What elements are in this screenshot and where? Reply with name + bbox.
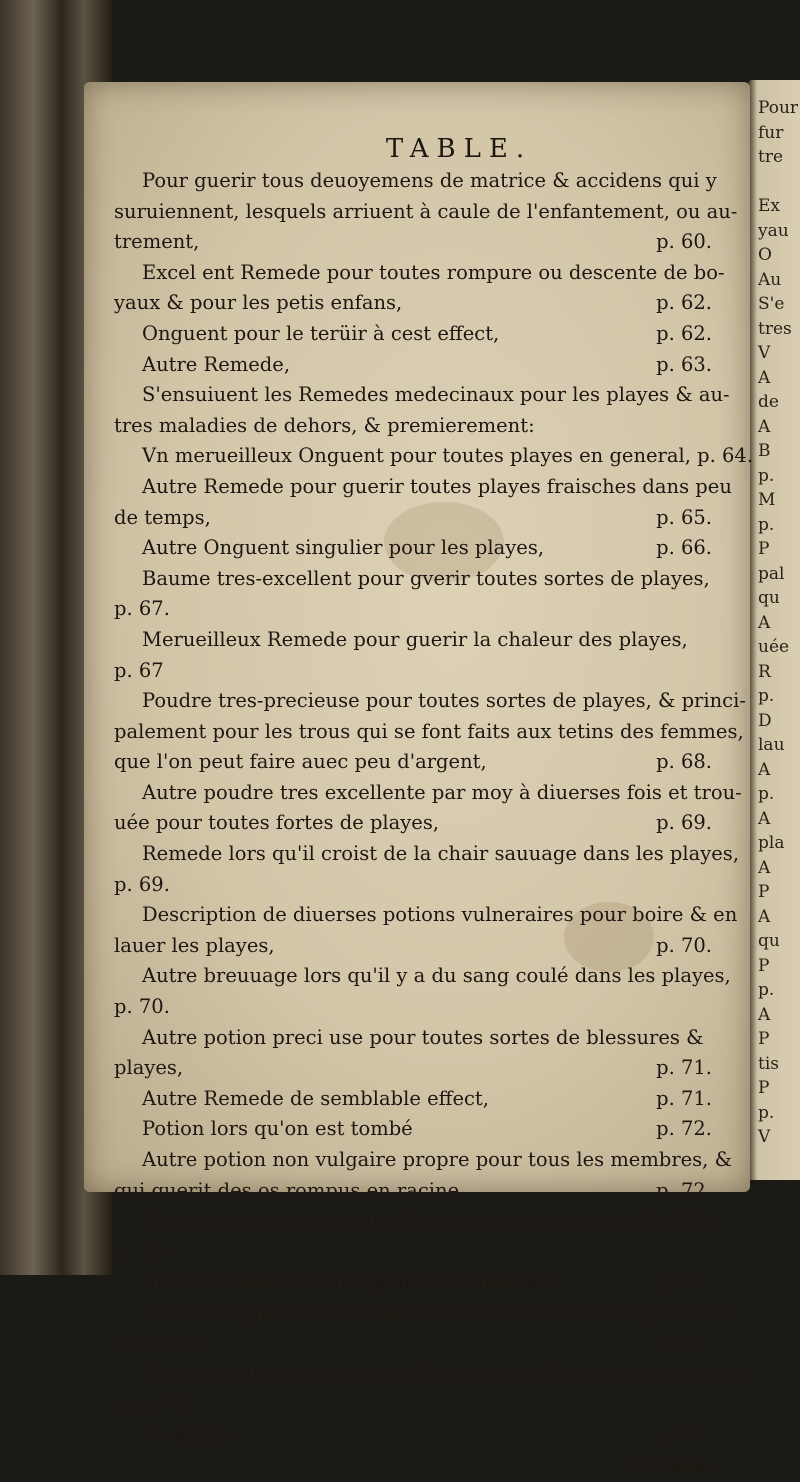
adjacent-page-fragment: pal	[758, 563, 785, 584]
toc-line	[114, 533, 724, 564]
adjacent-page-fragment: A	[758, 759, 771, 780]
page-reference: p. 69.	[656, 811, 712, 835]
adjacent-page-fragment: P	[758, 539, 770, 559]
toc-line	[114, 1176, 724, 1207]
page-reference: p. 71.	[656, 1056, 712, 1080]
toc-entry-text: qui guerit des os rompus en racine,	[114, 1178, 466, 1202]
toc-entry-text: Pour la Teigne ou tache de la teste tant aux vieux qu'aux pe-	[142, 1300, 740, 1324]
toc-entry-text: pag. 75.	[114, 1392, 194, 1416]
adjacent-page-edge	[748, 80, 800, 1180]
adjacent-page-fragment: V	[758, 1127, 771, 1147]
adjacent-page-fragment: fur	[758, 122, 784, 143]
page-reference: p. 65.	[656, 505, 712, 529]
page-reference: p. 74.	[656, 1270, 712, 1294]
adjacent-page-fragment: pla	[758, 833, 785, 853]
adjacent-page-fragment: de	[758, 392, 779, 412]
toc-entry-text: Potion lors qu'on est tombé	[142, 1117, 413, 1141]
toc-line	[114, 472, 732, 503]
adjacent-page-fragment: O	[758, 245, 772, 265]
toc-entry-text: que l'on peut faire auec peu d'argent,	[114, 750, 487, 774]
adjacent-page-fragment: tres	[758, 318, 792, 339]
toc-entry-text: Autre Remede de semblable effect,	[142, 1086, 489, 1110]
toc-entry-text: p. 67	[114, 658, 164, 682]
toc-entry-text: p. 69.	[114, 872, 170, 896]
toc-line	[114, 594, 724, 625]
toc-line	[114, 870, 724, 901]
adjacent-page-fragment: D	[758, 710, 772, 731]
toc-entry-text: p. 73.	[114, 1239, 170, 1263]
toc-entry-text: Autre breuuage lors qu'il y a du sang coulé dans les playes,	[142, 964, 731, 988]
adjacent-page-fragment: A	[758, 416, 771, 437]
adjacent-page-fragment: yau	[758, 220, 789, 241]
page-reference: p. 72.	[656, 1117, 712, 1141]
toc-line	[114, 900, 738, 931]
toc-line	[114, 1237, 724, 1268]
adjacent-page-fragment: S'e	[758, 294, 785, 314]
adjacent-page-fragment: Au	[758, 269, 782, 290]
toc-line	[114, 503, 724, 534]
toc-line	[114, 166, 724, 197]
toc-entry-text: tres maladies de dehors, & premierement:	[114, 413, 535, 437]
adjacent-page-fragment: p.	[758, 465, 775, 486]
toc-entry-text: suruiennent, lesquels arriuent à caule de l'enfantement, ou au-	[114, 199, 738, 223]
toc-line	[114, 288, 724, 319]
toc-line	[114, 1206, 724, 1237]
adjacent-page-fragment: qu	[758, 588, 780, 608]
page-reference: p. 66.	[656, 536, 712, 560]
toc-line	[114, 564, 724, 595]
toc-entry-text: p. 70.	[114, 995, 170, 1019]
page-reference: p. 63.	[656, 352, 712, 376]
toc-line	[114, 1267, 724, 1298]
toc-entry-text: Vn autre	[142, 1423, 228, 1447]
toc-line	[114, 686, 746, 717]
adjacent-page-fragment: lau	[758, 735, 785, 755]
toc-entry-text: Autre Remede pour guerir toutes playes fraisches dans peu	[142, 474, 732, 498]
adjacent-page-fragment: P	[758, 1078, 770, 1098]
toc-entry-text: Pour arrester promptement l'eau qui tombe sur les membres,	[142, 1362, 751, 1386]
toc-line	[114, 227, 724, 258]
page-reference: p. 74.	[656, 1331, 712, 1355]
adjacent-page-fragment: Pour	[758, 98, 799, 118]
page-reference: Remede	[631, 1453, 712, 1477]
adjacent-page-fragment: p.	[758, 514, 775, 535]
toc-line	[114, 258, 724, 289]
toc-entry-text: Pour guerir tous deuoyemens de matrice & accidens qui y	[142, 169, 717, 192]
toc-line	[114, 961, 731, 992]
toc-line	[114, 319, 724, 350]
toc-entry-text: Autre remede asseuré pour le mesme mal,	[142, 1270, 563, 1294]
adjacent-page-fragment: A	[758, 808, 771, 829]
toc-entry-text: Remede lors qu'il croist de la chair sauuage dans les playes,	[142, 842, 740, 866]
toc-line	[114, 197, 738, 228]
adjacent-page-fragment: P	[758, 955, 770, 976]
toc-line	[114, 1023, 724, 1054]
toc-line	[114, 1359, 751, 1390]
adjacent-page-fragment: P	[758, 1029, 770, 1049]
toc-entry-text: p. 67.	[114, 597, 170, 621]
adjacent-page-fragment: A	[758, 906, 771, 927]
toc-lines	[114, 166, 754, 1477]
page-reference: p. 62.	[656, 321, 712, 345]
toc-entry-text: playes,	[114, 1056, 184, 1080]
page-reference: p. 68.	[656, 750, 712, 774]
toc-line	[114, 625, 724, 656]
toc-line	[114, 1145, 732, 1176]
toc-line	[114, 656, 724, 687]
toc-entry-text: Autre Onguent singulier pour les playes,	[142, 536, 545, 560]
toc-entry-text: S'ensuiuent les Remedes medecinaux pour les playes & au-	[142, 383, 730, 407]
toc-line	[114, 1053, 724, 1084]
toc-entry-text: Poudre tres-precieuse pour toutes sortes de playes, & princi-	[142, 689, 746, 713]
toc-line	[114, 1084, 724, 1115]
page-reference: p. 70.	[656, 933, 712, 957]
adjacent-page-fragment: A	[758, 1004, 771, 1025]
page-reference: p. 71.	[656, 1086, 712, 1110]
adjacent-page-fragment: A	[758, 612, 771, 633]
page-header: TABLE.	[385, 134, 533, 164]
toc-line	[114, 747, 724, 778]
toc-line	[114, 931, 724, 962]
toc-line	[114, 350, 724, 381]
page-reference: p. 72.	[656, 1178, 712, 1202]
toc-entry-text: de temps,	[114, 505, 211, 529]
adjacent-page-fragment: p.	[758, 784, 775, 804]
toc-entry-text: Excel ent Remede pour toutes rompure ou descente de bo-	[142, 260, 725, 284]
toc-entry-text: Autre potion preci use pour toutes sortes de blessures &	[142, 1025, 704, 1049]
toc-entry-text: trement,	[114, 230, 200, 254]
toc-entry-text: lauer les playes,	[114, 933, 275, 957]
page-paper	[84, 82, 754, 1477]
toc-entry-text: Vn merueilleux Onguent pour toutes playes en general, p. 64.	[142, 444, 754, 468]
toc-line	[114, 380, 730, 411]
adjacent-page-fragment: V	[758, 343, 771, 363]
toc-line	[114, 1420, 724, 1451]
adjacent-page-fragment: uée	[758, 637, 790, 657]
toc-line	[114, 1329, 724, 1360]
toc-entry-text: tis enfans,	[114, 1331, 216, 1355]
adjacent-page-fragment: tis	[758, 1053, 779, 1074]
toc-entry-text: Autre poudre tres excellente par moy à diuerses fois et trou-	[142, 780, 742, 804]
adjacent-page-fragment: qu	[758, 931, 780, 951]
toc-entry-text: Baume tres-excellent pour gverir toutes sortes de playes,	[142, 566, 710, 590]
adjacent-page-fragment: B	[758, 441, 771, 461]
adjacent-page-fragment: M	[758, 490, 776, 510]
toc-entry-text: Description de diuerses potions vulneraires pour boire & en	[142, 903, 738, 927]
toc-entry-text: Autre Remede,	[142, 352, 291, 376]
toc-line	[114, 778, 742, 809]
toc-entry-text: Onguent pour le terüir à cest effect,	[142, 321, 500, 345]
adjacent-page-fragment: A	[758, 367, 771, 388]
adjacent-page-fragment: p.	[758, 686, 775, 706]
toc-line	[114, 839, 740, 870]
adjacent-page-fragment: P	[758, 882, 770, 902]
toc-entry-text: Merueilleux Remede pour guerir la chaleur des playes,	[142, 627, 688, 651]
toc-line	[114, 717, 744, 748]
toc-line	[114, 1114, 724, 1145]
page-reference: p. 75.	[656, 1423, 712, 1447]
adjacent-page-fragment: tre	[758, 147, 784, 167]
toc-entry-text: yaux & pour les petis enfans,	[114, 291, 403, 315]
toc-line	[114, 1390, 724, 1421]
table-of-contents	[114, 134, 754, 1477]
adjacent-page-fragment: R	[758, 661, 771, 682]
adjacent-page-fragment: A	[758, 857, 771, 878]
adjacent-page-fragment: p.	[758, 980, 775, 1000]
toc-line	[114, 992, 724, 1023]
toc-line	[114, 441, 754, 472]
page-reference: p. 60.	[656, 230, 712, 254]
toc-entry-text: palement pour les trous qui se font faits aux tetins des femmes,	[114, 719, 744, 743]
adjacent-page-fragment: Ex	[758, 196, 780, 216]
toc-entry-text: Pour le mal qui vient aux doigts, nommé le mal de S. Felix,	[142, 1209, 723, 1233]
toc-line	[114, 411, 724, 442]
toc-entry-text: uée pour toutes fortes de playes,	[114, 811, 440, 835]
toc-line	[114, 808, 724, 839]
adjacent-page-fragment: p.	[758, 1102, 775, 1123]
page-reference: p. 62.	[656, 291, 712, 315]
toc-line	[114, 1298, 740, 1329]
toc-entry-text: Autre potion non vulgaire propre pour tous les membres, &	[142, 1148, 732, 1171]
